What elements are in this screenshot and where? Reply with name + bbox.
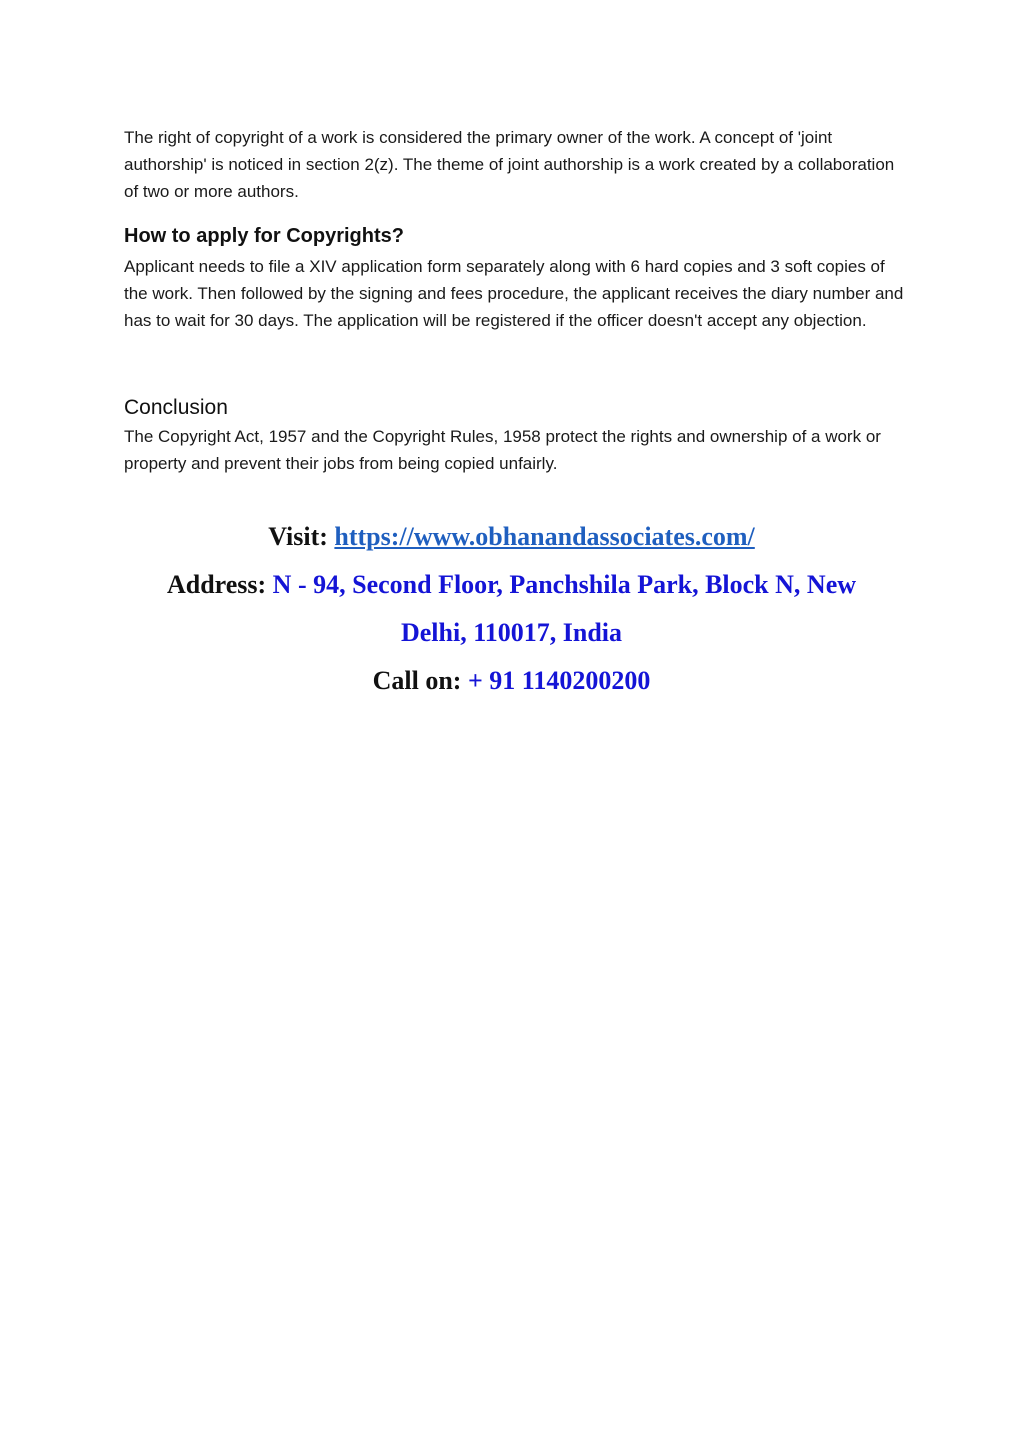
- address-line-2: [0, 618, 1023, 648]
- apply-heading: How to apply for Copyrights?: [124, 225, 404, 247]
- visit-label: Visit:: [268, 522, 328, 551]
- conclusion-heading: Conclusion: [124, 396, 228, 419]
- conclusion-paragraph: The Copyright Act, 1957 and the Copyright Rules, 1958 protect the rights and ownership of a work or property and prevent their jobs from being copied unfairly.: [124, 427, 881, 473]
- document-body: [124, 124, 904, 477]
- apply-paragraph: Applicant needs to file a XIV application form separately along with 6 hard copies and 3 soft copies of the work. Then followed by the signing and fees procedure, the applicant receives the diary number and has to wait for 30 days. The application will be registered if the officer doesn't accept any objection.: [124, 257, 904, 330]
- address-label: Address:: [166, 570, 267, 599]
- address-line-1: [0, 570, 1023, 600]
- call-label: Call on:: [372, 666, 462, 695]
- visit-line: [0, 522, 1023, 552]
- call-line: [0, 666, 1023, 696]
- address-text-line2: Delhi, 110017, India: [400, 618, 623, 647]
- address-text-line1: N - 94, Second Floor, Panchshila Park, Block N, New: [272, 570, 857, 599]
- intro-paragraph: The right of copyright of a work is considered the primary owner of the work. A concept of 'joint authorship' is noticed in section 2(z). The theme of joint authorship is a work created by a collaboration of two or more authors.: [124, 128, 895, 201]
- website-link[interactable]: https://www.obhanandassociates.com/: [334, 522, 755, 551]
- phone-number[interactable]: + 91 1140200200: [467, 666, 651, 695]
